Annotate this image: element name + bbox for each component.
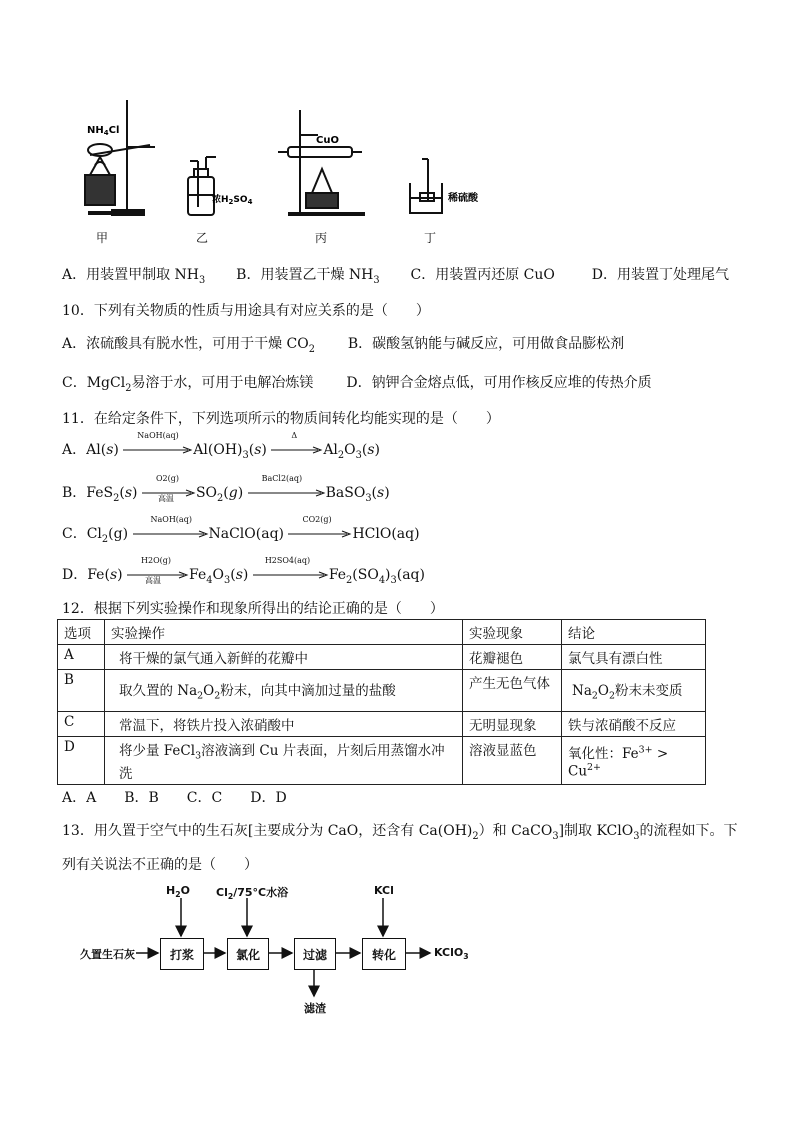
q12-options[interactable]: A．A B．B C．C D．D [62, 790, 287, 806]
row-b-phenomenon: 产生无色气体 [463, 670, 562, 712]
q9-option-d[interactable]: D．用装置丁处理尾气 [591, 267, 730, 283]
label-dilute-h2so4: 稀硫酸 [448, 193, 478, 204]
q11-option-a[interactable]: A．Al(s) NaOH(aq) $Al(OH)_3(s)$ Δ $Al_2O_3(s)$ [62, 431, 380, 461]
label-h2so4: 浓$H_2SO_4$ [212, 195, 253, 206]
caption-bing: 丙 [315, 231, 328, 245]
flow-input-label: 久置生石灰 [80, 948, 135, 961]
label-nh4cl: $NH_4Cl$ [87, 125, 120, 137]
label-cuo: CuO [316, 135, 339, 146]
q10-option-a[interactable]: A．浓硫酸具有脱水性，可用于干燥 $CO_2$ [62, 336, 315, 355]
flow-waste: 滤渣 [304, 1002, 326, 1015]
q13-stem-line2: 列有关说法不正确的是（ ） [62, 857, 258, 873]
q9-option-b[interactable]: B．用装置乙干燥 $NH_3$ [236, 267, 380, 286]
flow-add-cl2: $Cl_2/75^\circ C$水浴 [216, 886, 289, 902]
row-a-phenomenon: 花瓣褪色 [463, 645, 562, 670]
q11-option-b[interactable]: B．FeS$_2$(s) O2(g) 高温 $SO_2(g)$ BaCl2(aq) BaSO$_3$(s) [62, 474, 390, 504]
q13-stem: 13．用久置于空气中的生石灰[主要成分为 CaO，还含有 $Ca(OH)_2$）和 CaCO$_3$]制取 KClO$_3$的流程如下。下 [62, 823, 738, 842]
flow-add-h2o: $H_2O$ [166, 884, 190, 900]
q10-stem: 10．下列有关物质的性质与用途具有对应关系的是（ ） [62, 303, 430, 319]
q10-option-d[interactable]: D．钠钾合金熔点低，可用作核反应堆的传热介质 [346, 375, 652, 391]
row-b-option: B [58, 670, 105, 712]
reaction-arrow: Δ [271, 442, 323, 458]
q10-option-c[interactable]: C．MgCl$_2$易溶于水，可用于电解冶炼镁 [62, 375, 314, 394]
reaction-arrow: CO2(g) [288, 526, 352, 542]
flow-add-kcl: KCl [374, 884, 394, 897]
row-c-phenomenon: 无明显现象 [463, 712, 562, 737]
header-operation: 实验操作 [105, 620, 463, 645]
flow-step-filtration: 过滤 [294, 938, 336, 970]
q9-option-c[interactable]: C．用装置丙还原 CuO [410, 267, 555, 283]
row-a-operation: 将干燥的氯气通入新鲜的花瓣中 [105, 645, 463, 670]
flow-output: KClO$_3$ [434, 946, 469, 962]
caption-ding: 丁 [424, 231, 437, 245]
row-c-option: C [58, 712, 105, 737]
header-conclusion: 结论 [562, 620, 706, 645]
flow-step-chlorination: 氯化 [227, 938, 269, 970]
q11-option-c[interactable]: C．$Cl_2(g)$ NaOH(aq) NaClO(aq) CO2(g) HClO(aq) [62, 515, 420, 545]
row-d-phenomenon: 溶液显蓝色 [463, 737, 562, 785]
row-c-operation: 常温下，将铁片投入浓硝酸中 [105, 712, 463, 737]
flow-step-conversion: 转化 [362, 938, 406, 970]
reaction-arrow: H2SO4(aq) [253, 567, 329, 583]
reaction-arrow: H2O(g) 高温 [127, 567, 189, 583]
q10-option-b[interactable]: B．碳酸氢钠能与碱反应，可用做食品膨松剂 [347, 336, 625, 352]
caption-yi: 乙 [196, 231, 209, 245]
reaction-arrow: BaCl2(aq) [248, 485, 326, 501]
row-a-conclusion: 氯气具有漂白性 [562, 645, 706, 670]
reaction-arrow: NaOH(aq) [133, 526, 209, 542]
row-a-option: A [58, 645, 105, 670]
row-d-operation: 将少量 FeCl$_3$溶液滴到 Cu 片表面，片刻后用蒸馏水冲洗 [105, 737, 463, 785]
header-option: 选项 [58, 620, 105, 645]
flow-step-pulping: 打浆 [160, 938, 204, 970]
row-b-operation: 取久置的 $Na_2O_2$粉末，向其中滴加过量的盐酸 [105, 670, 463, 712]
row-d-option: D [58, 737, 105, 785]
reaction-arrow: O2(g) 高温 [142, 485, 196, 501]
q11-option-d[interactable]: D．Fe(s) H2O(g) 高温 $Fe_4O_3(s)$ H2SO4(aq) $Fe_2(SO_4)_3(aq)$ [62, 556, 425, 586]
header-phenomenon: 实验现象 [463, 620, 562, 645]
row-d-conclusion: 氧化性：$Fe^{3+} > Cu^{2+}$ [562, 737, 706, 785]
caption-jia: 甲 [96, 231, 109, 245]
row-c-conclusion: 铁与浓硝酸不反应 [562, 712, 706, 737]
q9-option-a[interactable]: A．用装置甲制取 $NH_3$ [62, 267, 206, 286]
q11-stem: 11．在给定条件下，下列选项所示的物质间转化均能实现的是（ ） [62, 411, 500, 427]
reaction-arrow: NaOH(aq) [123, 442, 193, 458]
row-b-conclusion: $Na_2O_2$粉末未变质 [562, 670, 706, 712]
q12-stem: 12．根据下列实验操作和现象所得出的结论正确的是（ ） [62, 601, 444, 617]
